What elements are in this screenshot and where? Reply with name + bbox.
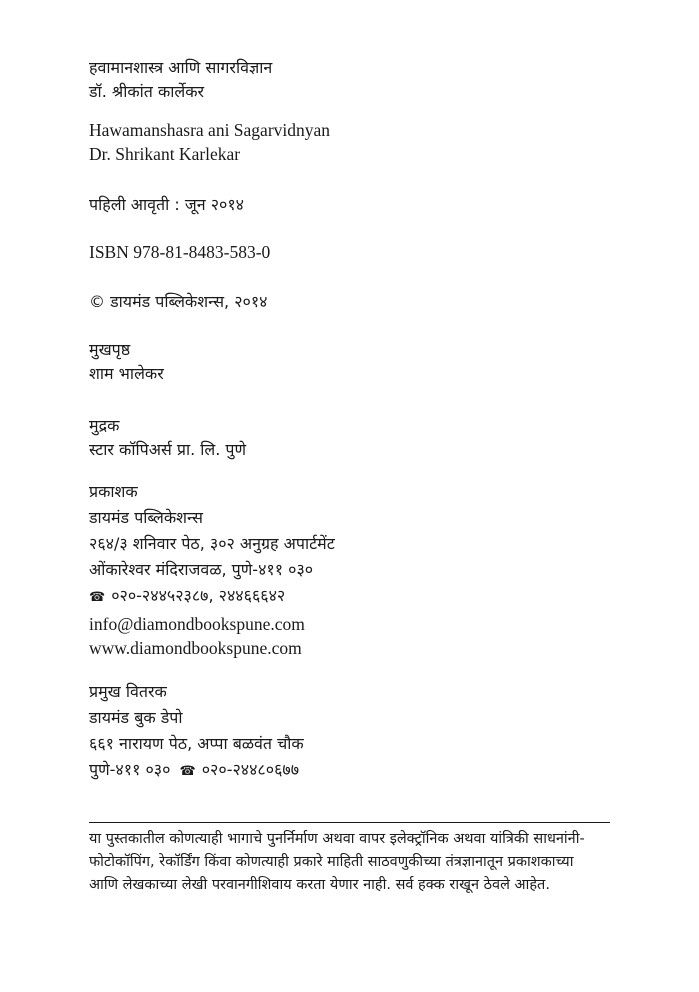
cover-credit: [89, 338, 164, 386]
printer-credit: [89, 414, 246, 462]
publisher-label: प्रकाशक: [89, 482, 138, 501]
publisher-phone-line: [89, 584, 335, 610]
notice-line-2: फोटोकॉपिंग, रेकॉर्डिंग किंवा कोणत्याही प्रकारे माहिती साठवणुकीच्या तंत्रज्ञानातून प्रकाशकाच्या: [89, 854, 574, 870]
divider-rule: [89, 822, 610, 823]
notice-line-1: या पुस्तकातील कोणत्याही भागाचे पुनर्निर्माण अथवा वापर इलेक्ट्रॉनिक अथवा यांत्रिकी साधनांनी-: [89, 831, 585, 847]
publisher-address-2: ओंकारेश्वर मंदिराजवळ, पुणे-४११ ०३०: [89, 560, 314, 579]
publisher-website[interactable]: www.diamondbookspune.com: [89, 638, 302, 658]
distributor-block: [89, 680, 304, 784]
publisher-block: [89, 480, 335, 660]
edition-line: पहिली आवृती : जून २०१४: [89, 195, 244, 214]
notice-line-3: आणि लेखकाच्या लेखी परवानगीशिवाय करता येणार नाही. सर्व हक्क राखून ठेवले आहेत.: [89, 877, 550, 893]
printer-name: स्टार कॉपिअर्स प्रा. लि. पुणे: [89, 440, 247, 459]
publisher-address-1: २६४/३ शनिवार पेठ, ३०२ अनुग्रह अपार्टमेंट: [89, 534, 335, 553]
book-title-marathi: हवामानशास्त्र आणि सागरविज्ञान: [89, 58, 273, 77]
distributor-label: प्रमुख वितरक: [89, 682, 167, 701]
telephone-icon: ☎: [89, 590, 106, 605]
isbn-line: ISBN 978-81-8483-583-0: [89, 242, 271, 262]
distributor-address-2: [89, 758, 304, 784]
title-block: [89, 56, 272, 104]
title-block-english: [89, 118, 330, 166]
copyright-line: © डायमंड पब्लिकेशन्स, २०१४: [89, 292, 268, 311]
distributor-city-pin: पुणे-४११ ०३०: [89, 760, 171, 779]
publisher-email[interactable]: info@diamondbookspune.com: [89, 614, 305, 634]
author-marathi: डॉ. श्रीकांत कार्लेकर: [89, 82, 205, 101]
telephone-icon: ☎: [179, 764, 196, 779]
publisher-phone: ०२०-२४४५२३८७, २४४६६६४२: [111, 586, 286, 605]
author-english: Dr. Shrikant Karlekar: [89, 144, 241, 164]
distributor-phone: ०२०-२४४८०६७७: [201, 760, 300, 779]
cover-artist: शाम भालेकर: [89, 364, 164, 383]
cover-label: मुखपृष्ठ: [89, 340, 131, 359]
book-title-english: Hawamanshasra ani Sagarvidnyan: [89, 120, 331, 140]
distributor-name: डायमंड बुक डेपो: [89, 708, 183, 727]
rights-notice: [89, 828, 619, 897]
printer-label: मुद्रक: [89, 416, 120, 435]
publisher-name: डायमंड पब्लिकेशन्स: [89, 508, 203, 527]
distributor-address-1: ६६१ नारायण पेठ, अप्पा बळवंत चौक: [89, 734, 304, 753]
